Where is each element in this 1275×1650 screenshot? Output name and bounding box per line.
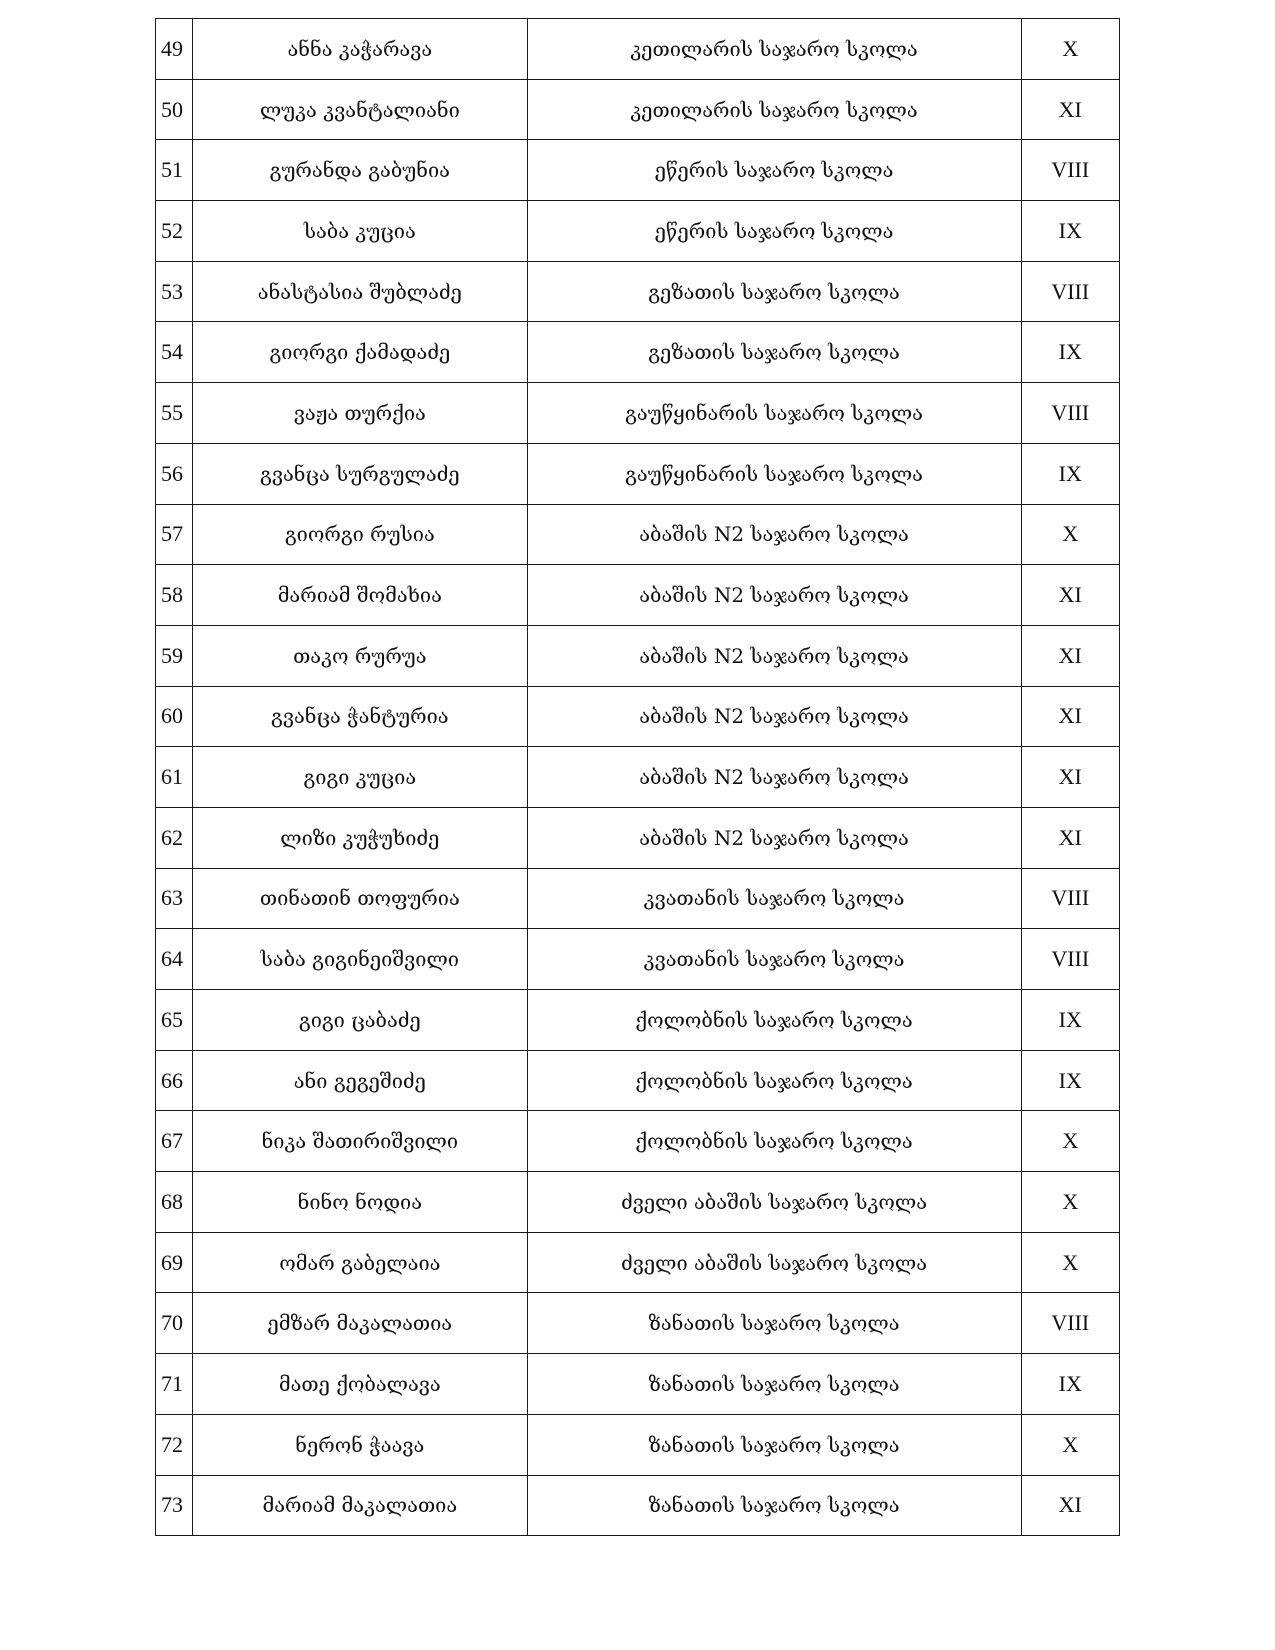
row-number-cell: 54 xyxy=(156,322,193,383)
school-name-cell: ზანათის საჯარო სკოლა xyxy=(527,1293,1021,1354)
table-row xyxy=(156,625,1120,686)
student-name-cell: მათე ქობალავა xyxy=(193,1354,527,1415)
row-number-cell: 60 xyxy=(156,686,193,747)
student-name-cell: გიორგი რუსია xyxy=(193,504,527,565)
row-number-cell: 61 xyxy=(156,747,193,808)
school-name-cell: ძველი აბაშის საჯარო სკოლა xyxy=(527,1172,1021,1233)
grade-cell: X xyxy=(1021,1172,1119,1233)
row-number-cell: 49 xyxy=(156,19,193,80)
school-name-cell: აბაშის N2 საჯარო სკოლა xyxy=(527,807,1021,868)
row-number-cell: 67 xyxy=(156,1111,193,1172)
row-number-cell: 64 xyxy=(156,929,193,990)
student-name-cell: ანი გეგეშიძე xyxy=(193,1050,527,1111)
grade-cell: X xyxy=(1021,504,1119,565)
student-name-cell: ანასტასია შუბლაძე xyxy=(193,261,527,322)
student-name-cell: თინათინ თოფურია xyxy=(193,868,527,929)
grade-cell: IX xyxy=(1021,322,1119,383)
student-name-cell: ომარ გაბელაია xyxy=(193,1232,527,1293)
school-name-cell: აბაშის N2 საჯარო სკოლა xyxy=(527,747,1021,808)
grade-cell: XI xyxy=(1021,686,1119,747)
student-name-cell: ანნა კაჭარავა xyxy=(193,19,527,80)
grade-cell: IX xyxy=(1021,1050,1119,1111)
school-name-cell: გეზათის საჯარო სკოლა xyxy=(527,322,1021,383)
grade-cell: XI xyxy=(1021,625,1119,686)
table-row xyxy=(156,929,1120,990)
row-number-cell: 50 xyxy=(156,79,193,140)
row-number-cell: 58 xyxy=(156,565,193,626)
grade-cell: IX xyxy=(1021,443,1119,504)
school-name-cell: კვათანის საჯარო სკოლა xyxy=(527,868,1021,929)
table-row xyxy=(156,443,1120,504)
row-number-cell: 59 xyxy=(156,625,193,686)
student-table-body xyxy=(156,19,1120,1536)
table-row xyxy=(156,322,1120,383)
student-name-cell: საბა კუცია xyxy=(193,201,527,262)
student-name-cell: თაკო რურუა xyxy=(193,625,527,686)
table-row xyxy=(156,79,1120,140)
grade-cell: IX xyxy=(1021,1354,1119,1415)
row-number-cell: 66 xyxy=(156,1050,193,1111)
row-number-cell: 56 xyxy=(156,443,193,504)
school-name-cell: კეთილარის საჯარო სკოლა xyxy=(527,19,1021,80)
grade-cell: VIII xyxy=(1021,261,1119,322)
grade-cell: IX xyxy=(1021,990,1119,1051)
grade-cell: XI xyxy=(1021,1475,1119,1536)
school-name-cell: ზანათის საჯარო სკოლა xyxy=(527,1414,1021,1475)
school-name-cell: ეწერის საჯარო სკოლა xyxy=(527,140,1021,201)
table-row xyxy=(156,1111,1120,1172)
grade-cell: X xyxy=(1021,1111,1119,1172)
row-number-cell: 63 xyxy=(156,868,193,929)
table-row xyxy=(156,686,1120,747)
grade-cell: XI xyxy=(1021,79,1119,140)
grade-cell: VIII xyxy=(1021,1293,1119,1354)
student-name-cell: გვანცა სურგულაძე xyxy=(193,443,527,504)
row-number-cell: 52 xyxy=(156,201,193,262)
student-name-cell: გიგი ცაბაძე xyxy=(193,990,527,1051)
school-name-cell: გეზათის საჯარო სკოლა xyxy=(527,261,1021,322)
row-number-cell: 55 xyxy=(156,383,193,444)
school-name-cell: გაუწყინარის საჯარო სკოლა xyxy=(527,443,1021,504)
row-number-cell: 51 xyxy=(156,140,193,201)
table-row xyxy=(156,1475,1120,1536)
grade-cell: IX xyxy=(1021,201,1119,262)
row-number-cell: 57 xyxy=(156,504,193,565)
student-table xyxy=(155,18,1120,1536)
school-name-cell: აბაშის N2 საჯარო სკოლა xyxy=(527,504,1021,565)
school-name-cell: ზანათის საჯარო სკოლა xyxy=(527,1475,1021,1536)
table-row xyxy=(156,140,1120,201)
table-row xyxy=(156,1414,1120,1475)
table-row xyxy=(156,1293,1120,1354)
student-name-cell: ლიზი კუჭუხიძე xyxy=(193,807,527,868)
row-number-cell: 65 xyxy=(156,990,193,1051)
table-row xyxy=(156,383,1120,444)
student-name-cell: გიორგი ქამადაძე xyxy=(193,322,527,383)
student-name-cell: მარიამ შომახია xyxy=(193,565,527,626)
school-name-cell: ძველი აბაშის საჯარო სკოლა xyxy=(527,1232,1021,1293)
table-row xyxy=(156,201,1120,262)
table-row xyxy=(156,504,1120,565)
table-row xyxy=(156,990,1120,1051)
student-name-cell: ემზარ მაკალათია xyxy=(193,1293,527,1354)
school-name-cell: ქოლობნის საჯარო სკოლა xyxy=(527,1111,1021,1172)
student-name-cell: ლუკა კვანტალიანი xyxy=(193,79,527,140)
grade-cell: XI xyxy=(1021,747,1119,808)
grade-cell: VIII xyxy=(1021,868,1119,929)
grade-cell: X xyxy=(1021,19,1119,80)
school-name-cell: კეთილარის საჯარო სკოლა xyxy=(527,79,1021,140)
student-name-cell: ნინო ნოდია xyxy=(193,1172,527,1233)
table-row xyxy=(156,1354,1120,1415)
row-number-cell: 68 xyxy=(156,1172,193,1233)
grade-cell: X xyxy=(1021,1232,1119,1293)
school-name-cell: კვათანის საჯარო სკოლა xyxy=(527,929,1021,990)
row-number-cell: 70 xyxy=(156,1293,193,1354)
grade-cell: VIII xyxy=(1021,140,1119,201)
row-number-cell: 71 xyxy=(156,1354,193,1415)
row-number-cell: 69 xyxy=(156,1232,193,1293)
grade-cell: VIII xyxy=(1021,929,1119,990)
table-row xyxy=(156,807,1120,868)
table-row xyxy=(156,747,1120,808)
row-number-cell: 62 xyxy=(156,807,193,868)
student-name-cell: გურანდა გაბუნია xyxy=(193,140,527,201)
grade-cell: VIII xyxy=(1021,383,1119,444)
student-name-cell: გვანცა ჭანტურია xyxy=(193,686,527,747)
table-row xyxy=(156,1232,1120,1293)
student-name-cell: ნიკა შათირიშვილი xyxy=(193,1111,527,1172)
student-name-cell: გიგი კუცია xyxy=(193,747,527,808)
table-row xyxy=(156,1050,1120,1111)
table-row xyxy=(156,565,1120,626)
school-name-cell: ქოლობნის საჯარო სკოლა xyxy=(527,1050,1021,1111)
table-row xyxy=(156,261,1120,322)
student-name-cell: საბა გიგინეიშვილი xyxy=(193,929,527,990)
grade-cell: X xyxy=(1021,1414,1119,1475)
table-row xyxy=(156,1172,1120,1233)
school-name-cell: აბაშის N2 საჯარო სკოლა xyxy=(527,565,1021,626)
school-name-cell: გაუწყინარის საჯარო სკოლა xyxy=(527,383,1021,444)
row-number-cell: 73 xyxy=(156,1475,193,1536)
school-name-cell: ზანათის საჯარო სკოლა xyxy=(527,1354,1021,1415)
student-name-cell: ნერონ ჭაავა xyxy=(193,1414,527,1475)
school-name-cell: ქოლობნის საჯარო სკოლა xyxy=(527,990,1021,1051)
student-name-cell: ვაჟა თურქია xyxy=(193,383,527,444)
school-name-cell: აბაშის N2 საჯარო სკოლა xyxy=(527,625,1021,686)
student-name-cell: მარიამ მაკალათია xyxy=(193,1475,527,1536)
school-name-cell: აბაშის N2 საჯარო სკოლა xyxy=(527,686,1021,747)
table-row xyxy=(156,19,1120,80)
grade-cell: XI xyxy=(1021,807,1119,868)
row-number-cell: 72 xyxy=(156,1414,193,1475)
table-row xyxy=(156,868,1120,929)
row-number-cell: 53 xyxy=(156,261,193,322)
grade-cell: XI xyxy=(1021,565,1119,626)
school-name-cell: ეწერის საჯარო სკოლა xyxy=(527,201,1021,262)
